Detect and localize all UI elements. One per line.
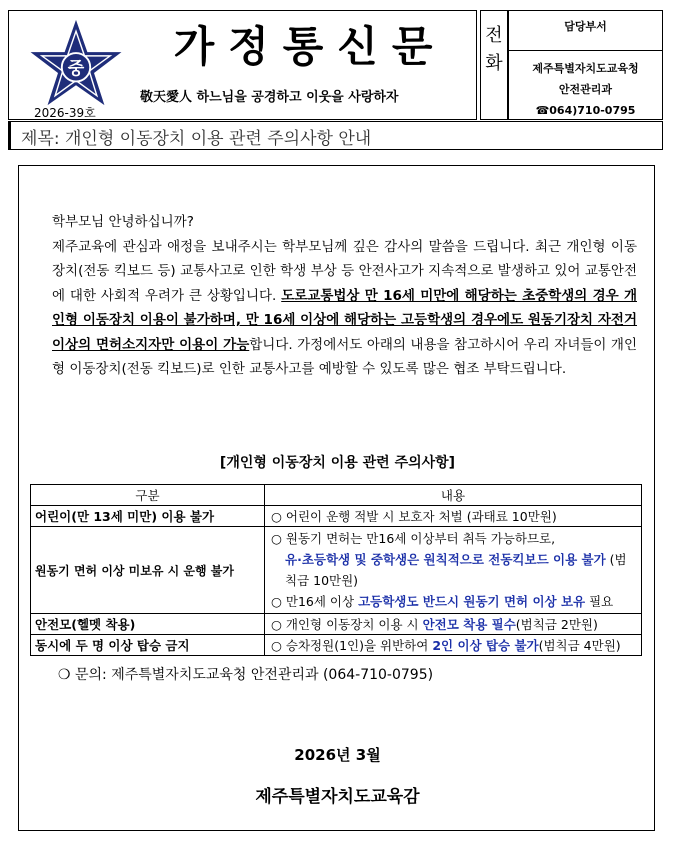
table-header-row: [31, 485, 642, 506]
newsletter-title: 가정통신문: [173, 22, 447, 71]
department-phone: ☎064)710-0795: [535, 104, 636, 117]
row2-category: 원동기 면허 이상 미보유 시 운행 불가: [31, 527, 265, 614]
department-org: 제주특별자치도교육청: [532, 62, 639, 75]
department-label: 담당부서: [564, 20, 607, 33]
body-p1-end: 합니다. 가정에서도 아래의 내용을 참고하시어 우리 자녀들이 개인형 이동장치(전동 킥보드)로 인한 교통사고를 예방할 수 있도록 많은 협조 부탁드립니다.: [52, 336, 637, 377]
issue-date: 2026년 3월: [294, 746, 381, 764]
table-row: [31, 527, 642, 614]
col-category: 구분: [31, 485, 265, 506]
row3-content: ○ 개인형 이동장치 이용 시 안전모 착용 필수(범칙금 2만원): [265, 614, 642, 635]
table-row: [31, 614, 642, 635]
section-title: [개인형 이동장치 이용 관련 주의사항]: [219, 455, 456, 471]
issuer-name: 제주특별자치도교육감: [255, 787, 420, 807]
table-row: [31, 506, 642, 527]
inquiry-contact: ❍ 문의: 제주특별자치도교육청 안전관리과 (064-710-0795): [58, 667, 434, 683]
department-divider: [508, 50, 663, 51]
department-name: 안전관리과: [558, 83, 613, 96]
body-paragraph: [52, 235, 637, 382]
body-p1: 제주교육에 관심과 애정을 보내주시는 학부모님께 깊은 감사의 말씀을 드립니다. 최근 개인형 이동장치(전동 킥보드 등) 교통사고로 인한 학생 부상 등 안전사고가 지속적으로 발생하고 있어 교통안전에 대한 사회적 우려가 큰 상황입니다.: [52, 238, 637, 304]
body-text: [52, 210, 637, 382]
school-motto: [140, 86, 470, 105]
emblem-char: 중: [67, 58, 85, 79]
precautions-table: [30, 484, 642, 656]
school-emblem-star-icon: [28, 18, 124, 108]
issue-number: 2026-39호: [34, 106, 96, 120]
row4-content: ○ 승차정원(1인)을 위반하여 2인 이상 탑승 불가(범칙금 4만원): [265, 635, 642, 656]
subject-line: 제목: 개인형 이동장치 이용 관련 주의사항 안내: [8, 121, 663, 150]
row1-content: ○ 어린이 운행 적발 시 보호자 처벌 (과태료 10만원): [265, 506, 642, 527]
row1-category: 어린이(만 13세 미만) 이용 불가: [31, 506, 265, 527]
row3-category: 안전모(헬멧 착용): [31, 614, 265, 635]
motto-text: 하느님을 공경하고 이웃을 사랑하자: [196, 90, 399, 105]
body-p1-emphasis: 도로교통법상 만 16세 미만에 해당하는 초중학생의 경우 개인형 이동장치 이용이 불가하며, 만 16세 이상에 해당하는 고등학생의 경우에도 원동기장치 자전거 이상의 면허소지자만 이용이 가능: [52, 287, 637, 353]
department-info: [508, 58, 663, 121]
row2-content: ○ 원동기 면허는 만16세 이상부터 취득 가능하므로, 유·초등학생 및 중학생은 원칙적으로 전동킥보드 이용 불가 (범칙금 10만원) ○ 만16세 이상 고등학생도 반드시 원동기 면허 이상 보유 필요: [265, 527, 642, 614]
row4-category: 동시에 두 명 이상 탑승 금지: [31, 635, 265, 656]
table-row: [31, 635, 642, 656]
motto-hanja: 敬天愛人: [140, 90, 193, 105]
greeting: 학부모님 안녕하십니까?: [52, 214, 194, 230]
col-content: 내용: [265, 485, 642, 506]
phone-label: 전화: [485, 25, 503, 74]
